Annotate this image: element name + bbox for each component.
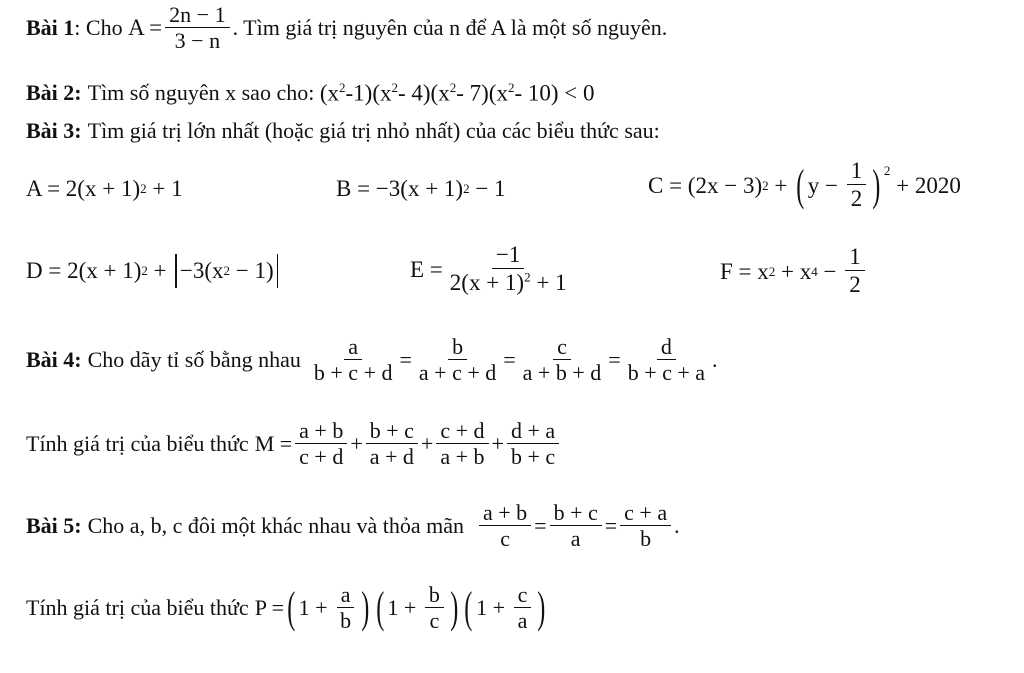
problem-5-label: Bài 5:	[26, 513, 82, 539]
problem-5-text: Cho a, b, c đôi một khác nhau và thỏa mãn	[87, 513, 464, 539]
problem-1-fraction	[165, 2, 229, 55]
problem-4: Bài 4: Cho dãy tỉ số bằng nhau $\frac{a}{b + c + d}$ = $\frac{b}{a + c + d}$ = $\frac{c}{a + b + d}$ = $\frac{d}{b + c + a}$ .	[26, 334, 718, 386]
problem-2	[26, 80, 595, 107]
problem-5-expression: Tính giá trị của biểu thức P = ( 1 + $\frac{a}{b}$ ) ( 1 + $\frac{b}{c}$ ) ( 1 + $\frac{c}{a}$ )	[26, 582, 546, 634]
problem-4-text: Cho dãy tỉ số bằng nhau	[87, 347, 301, 373]
expression-f: F = x 2 + x 4 − $\frac{1}{2}$	[720, 244, 868, 299]
fraction-denominator: 3 − n	[174, 28, 221, 54]
problem-4-expression: Tính giá trị của biểu thức M = $\frac{a + b}{c + d}$ + $\frac{b + c}{a + d}$ + $\frac{c + d}{a + b}$ + $\frac{d + a}{b + c}$	[26, 418, 562, 471]
problem-5: Bài 5: Cho a, b, c đôi một khác nhau và thỏa mãn $\frac{a + b}{c}$ = $\frac{b + c}{a}$ = $\frac{c + a}{b}$ .	[26, 500, 680, 552]
problem-1-label: Bài 1	[26, 15, 75, 41]
problem-4-label: Bài 4:	[26, 347, 82, 373]
problem-2-text: Tìm số nguyên x sao cho:	[87, 80, 320, 106]
problem-2-label: Bài 2:	[26, 80, 82, 106]
problem-4-text-2: Tính giá trị của biểu thức	[26, 431, 249, 457]
problem-3-text: Tìm giá trị lớn nhất (hoặc giá trị nhỏ nhất) của các biểu thức sau:	[87, 118, 660, 143]
problem-1-prefix: : Cho	[74, 15, 129, 41]
expression-a: A = 2(x + 1) 2 + 1	[26, 176, 183, 201]
problem-1-lhs: A =	[128, 15, 163, 41]
fraction-numerator: 2n − 1	[165, 2, 229, 28]
expression-b: B = −3(x + 1) 2 − 1	[336, 176, 506, 201]
problem-3-label: Bài 3:	[26, 118, 82, 143]
expression-d: D = 2(x + 1) 2 + −3(x 2 − 1)	[26, 254, 281, 288]
problem-5-text-2: Tính giá trị của biểu thức	[26, 595, 249, 621]
problem-1	[26, 2, 667, 55]
expression-e: E = $\frac{-1}{2(x + 1)^2 + 1}$	[410, 242, 567, 296]
problem-3	[26, 118, 660, 144]
problem-2-inequality: $(x^2-1)(x^2-$ $4)(x^2-$ $7)(x^2-$ 10) < 0	[319, 80, 595, 106]
problem-1-text: . Tìm giá trị nguyên của n để A là một số nguyên.	[232, 15, 668, 41]
expression-c: C = (2x − 3) 2 + ( y − $\frac{1}{2}$ ) $^2$ + 2020	[648, 158, 961, 212]
